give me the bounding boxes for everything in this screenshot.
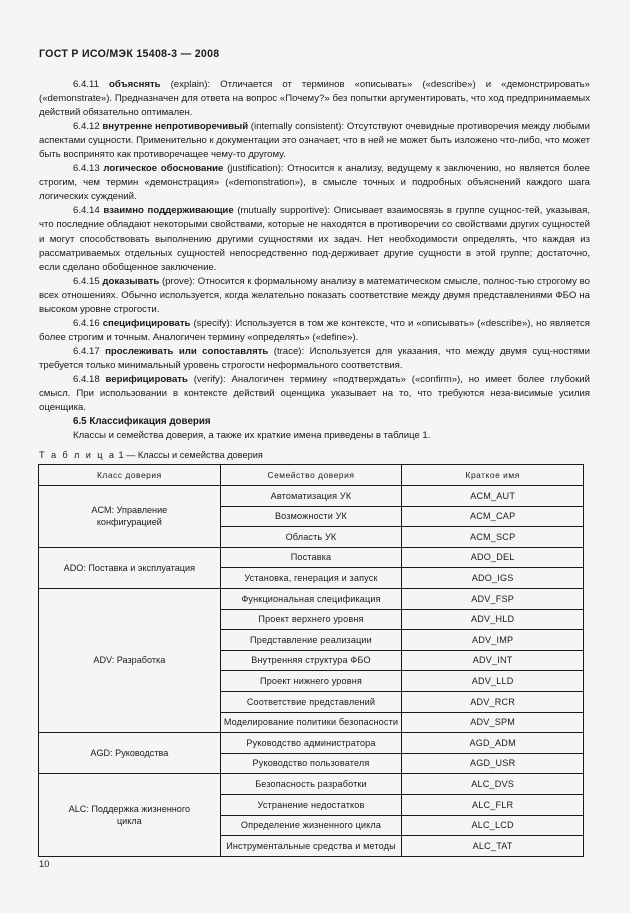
column-header-short-name: Краткое имя xyxy=(402,465,584,486)
cell-assurance-class: ALC: Поддержка жизненного цикла xyxy=(39,774,221,856)
cell-short-name: ALC_TAT xyxy=(402,836,584,857)
table-caption-label: Т а б л и ц а xyxy=(39,450,116,460)
clause-term: верифицировать xyxy=(105,373,188,385)
paragraph-6-4-17 xyxy=(39,345,590,373)
cell-short-name: ADV_INT xyxy=(402,650,584,671)
clause-number: 6.4.18 xyxy=(73,373,106,385)
cell-short-name: ALC_DVS xyxy=(402,774,584,795)
section-intro-text: Классы и семейства доверия, а также их краткие имена приведены в таблице 1. xyxy=(73,430,431,442)
cell-assurance-family: Представление реализации xyxy=(220,630,402,651)
table-row xyxy=(39,733,584,754)
clause-term: доказывать xyxy=(102,275,160,287)
clause-term-english: (mutually supportive) xyxy=(233,205,328,217)
cell-assurance-class: ADO: Поставка и эксплуатация xyxy=(39,547,221,588)
cell-assurance-family: Безопасность разработки xyxy=(220,774,402,795)
cell-assurance-family: Инструментальные средства и методы xyxy=(220,836,402,857)
page-number: 10 xyxy=(39,858,50,869)
column-header-class: Класс доверия xyxy=(39,465,221,486)
clause-term: прослеживать или сопоставлять xyxy=(105,345,269,357)
assurance-classes-table xyxy=(38,464,584,857)
clause-number: 6.4.17 xyxy=(73,345,106,357)
clause-term-english: (internally consistent) xyxy=(248,121,342,133)
cell-assurance-class: ACM: Управление конфигурацией xyxy=(39,486,221,548)
table-caption xyxy=(39,450,263,460)
cell-short-name: ADV_FSP xyxy=(402,588,584,609)
clause-text: : Отсутствуют очевидные противоречия между любыми аспектами сущности. Применительно к документации это означает, что в ней не может быть изложено что-либо, что может быть воспринято как противоречащее чему-то другому. xyxy=(39,121,590,161)
clause-number: 6.4.14 xyxy=(73,205,104,217)
cell-assurance-family: Возможности УК xyxy=(220,506,402,527)
cell-assurance-family: Поставка xyxy=(220,547,402,568)
cell-assurance-family: Руководство администратора xyxy=(220,733,402,754)
clause-term: внутренне непротиворечивый xyxy=(102,121,249,133)
table-body xyxy=(39,486,584,857)
cell-assurance-family: Соответствие представлений xyxy=(220,691,402,712)
clause-text: : Относится к формальному анализу в математическом смысле, полнос-тью строгому во всех отношениях. Обычно используется, когда желательно показать соответствие между двумя представлениями ФБО на высоком уровне строгости. xyxy=(39,275,590,315)
clause-term: логическое обоснование xyxy=(103,163,224,175)
cell-assurance-family: Функциональная спецификация xyxy=(220,588,402,609)
section-heading-6-5: 6.5 Классификация доверия xyxy=(73,416,211,428)
cell-short-name: ADV_LLD xyxy=(402,671,584,692)
clause-number: 6.4.13 xyxy=(73,163,104,175)
clause-term-english: (verify) xyxy=(187,373,224,385)
column-header-family: Семейство доверия xyxy=(220,465,402,486)
cell-short-name: ACM_AUT xyxy=(402,486,584,507)
cell-short-name: ADV_RCR xyxy=(402,691,584,712)
cell-assurance-family: Проект нижнего уровня xyxy=(220,671,402,692)
cell-assurance-family: Устранение недостатков xyxy=(220,794,402,815)
paragraph-6-4-16 xyxy=(39,317,590,345)
cell-short-name: ADV_SPM xyxy=(402,712,584,733)
clause-text: : Относится к анализу, ведущему к заключению, но является более строгим, чем термин «демонстрация» («demonstration»), в смысле точных и подробных объяснений каждого шага логических суждений. xyxy=(39,163,590,203)
cell-short-name: AGD_USR xyxy=(402,753,584,774)
cell-assurance-family: Автоматизация УК xyxy=(220,486,402,507)
clause-term: специфицировать xyxy=(102,317,191,329)
cell-short-name: ADO_IGS xyxy=(402,568,584,589)
cell-short-name: ADO_DEL xyxy=(402,547,584,568)
cell-assurance-family: Область УК xyxy=(220,527,402,548)
cell-assurance-family: Руководство пользователя xyxy=(220,753,402,774)
clause-text: : Описывает взаимосвязь в группе сущнос-тей, указывая, что последние обладают некоторыми свойствами, которые не находятся в противоречии со свойствами других сущностей и могут способствовать выполнению другими сущностями их задач. Нет необходимости определять, что каждая из рассматриваемых отдельных сущностей непосредственно под-держивает другие сущности в этой группе; достаточно, если сделано обобщенное заключение. xyxy=(39,205,590,273)
clause-term-english: (specify) xyxy=(190,317,230,329)
clause-term: взаимно поддерживающие xyxy=(103,205,234,217)
table-caption-title: Классы и семейства доверия xyxy=(137,450,263,460)
clause-term: объяснять xyxy=(109,79,161,90)
clause-number: 6.4.11 xyxy=(73,79,109,90)
table-caption-dash: — xyxy=(126,450,136,460)
cell-assurance-family: Моделирование политики безопасности xyxy=(220,712,402,733)
cell-assurance-family: Установка, генерация и запуск xyxy=(220,568,402,589)
clause-term-english: (justification) xyxy=(223,163,281,175)
paragraph-6-4-14 xyxy=(39,204,590,274)
clause-number: 6.4.12 xyxy=(73,121,103,133)
clause-text: : Используется в том же контексте, что и «описывать» («describe»), но является более строгим и точным. Аналогичен термину «определять» («define»). xyxy=(39,317,590,343)
cell-short-name: ALC_LCD xyxy=(402,815,584,836)
cell-assurance-family: Внутренняя структура ФБО xyxy=(220,650,402,671)
table-row xyxy=(39,588,584,609)
cell-short-name: ADV_HLD xyxy=(402,609,584,630)
clause-number: 6.4.15 xyxy=(73,275,103,287)
cell-assurance-class: AGD: Руководства xyxy=(39,733,221,774)
cell-assurance-class: ADV: Разработка xyxy=(39,588,221,732)
clause-text: : Используется для указания, что между двумя сущ-ностями требуется только минимальный уровень строгости неформального соответствия. xyxy=(39,345,590,371)
table-row xyxy=(39,774,584,795)
document-body xyxy=(39,78,590,443)
page-header: ГОСТ Р ИСО/МЭК 15408-3 — 2008 xyxy=(39,48,220,60)
table-row xyxy=(39,486,584,507)
clause-term-english: (prove) xyxy=(159,275,193,287)
clause-text: : Аналогичен термину «подтверждать» («confirm»), но имеет более глубокий смысл. При использовании в контексте действий оценщика указывает на то, что требуются неза-висимые усилия оценщика. xyxy=(39,373,590,414)
cell-assurance-family: Проект верхнего уровня xyxy=(220,609,402,630)
cell-short-name: ALC_FLR xyxy=(402,794,584,815)
paragraph-6-4-12 xyxy=(39,120,590,162)
clause-number: 6.4.16 xyxy=(73,317,103,329)
table-header-row xyxy=(39,465,584,486)
paragraph-6-4-11 xyxy=(39,78,590,120)
cell-short-name: ADV_IMP xyxy=(402,630,584,651)
clause-term-english: (trace) xyxy=(268,345,302,357)
table-caption-number: 1 xyxy=(118,450,124,460)
cell-assurance-family: Определение жизненного цикла xyxy=(220,815,402,836)
clause-term-english: (explain) xyxy=(160,79,208,90)
table-row xyxy=(39,547,584,568)
cell-short-name: ACM_SCP xyxy=(402,527,584,548)
paragraph-6-4-18 xyxy=(39,373,590,415)
clause-text: : Отличается от терминов «описывать» («describe») и «демонстрировать» («demonstrate»). Предназначен для ответа на вопрос «Почему?» без попытки аргументировать, что ход предпринимаемых действий обязательно оптимален. xyxy=(39,79,591,119)
paragraph-6-4-15 xyxy=(39,275,590,317)
cell-short-name: ACM_CAP xyxy=(402,506,584,527)
table-head xyxy=(39,465,584,486)
paragraph-6-4-13 xyxy=(39,162,590,204)
cell-short-name: AGD_ADM xyxy=(402,733,584,754)
